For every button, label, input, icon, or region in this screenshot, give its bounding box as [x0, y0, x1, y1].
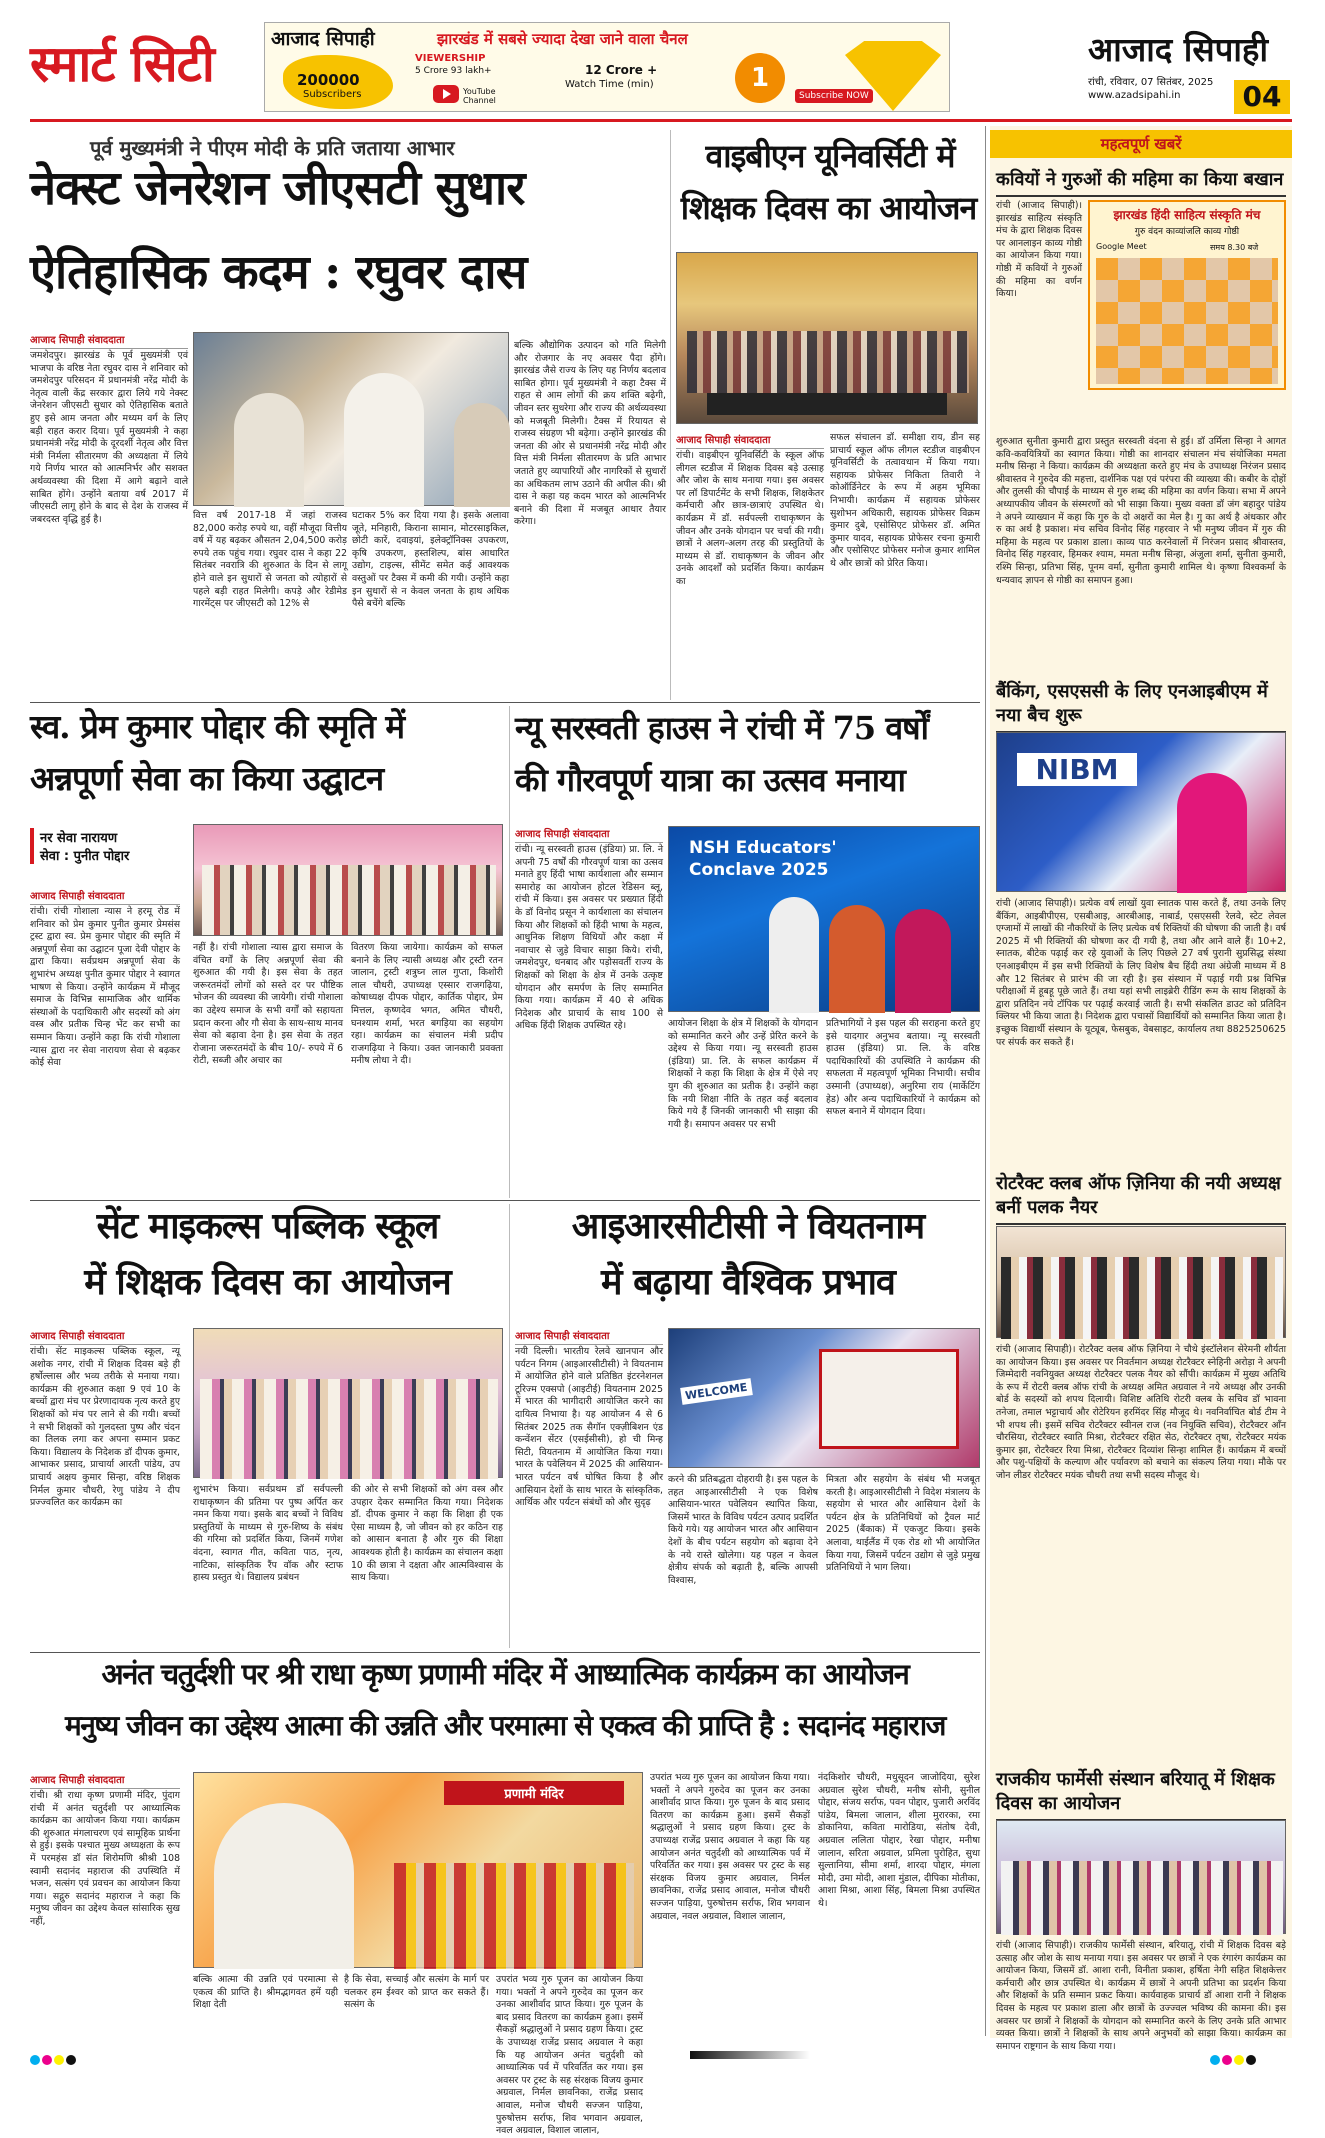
- news-photo: [193, 824, 503, 936]
- sidebar-item-body: रांची (आजाद सिपाही)। राजकीय फार्मेसी संस्थान, बरियातू, रांची में शिक्षक दिवस बड़े उत्साह और जोश के साथ मनाया गया। इस अवसर पर छात्रों ने एक रंगारंग कार्यक्रम का आयोजन किया, जिसमें डॉ. आशा रानी, विनीता प्रकाश, हर्षिता नेगी सहित शिक्षकेत्तर कर्मचारी और छात्र उपस्थित थे। कार्यक्रम में छात्रों ने अपनी प्रतिभा का प्रदर्शन किया और शिक्षकों के प्रति सम्मान प्रकट किया। कार्यवाहक प्राचार्य डॉ आशा रानी ने शिक्षक दिवस के महत्व पर प्रकाश डाला और छात्रों के उज्ज्वल भविष्य की कामना की। इस अवसर पर छात्रों ने शिक्षकों के योगदान को सम्मानित करने के लिए उनके प्रति आभार व्यक्त किया। छात्रों ने शिक्षकों के साथ अपने अनुभवों को साझा किया। कार्यक्रम का समापन राष्ट्रगान के साथ किया गया।: [996, 1940, 1286, 2052]
- yellow-dot: [1234, 2055, 1244, 2065]
- group-photo-people: [1001, 1861, 1283, 1935]
- rank-badge-icon: 1: [735, 53, 785, 103]
- grey-scale-bar: [690, 2051, 810, 2059]
- sidebar-item-body: रांची (आजाद सिपाही)। प्रत्येक वर्ष लाखों युवा स्नातक पास करते हैं, तथा उनके लिए बैंकिंग, आइबीपीएस, एसबीआइ, आरबीआइ, नाबार्ड, एसएससी रेलवे, स्टेट लेवल एग्जामों में लाखों की नौकरियों के लिए प्रत्येक वर्ष रिक्तियों की घोषणा की जाती है। वर्ष 2025 में भी रिक्तियों की घोषणा कर दी गयी है, तथा और आने वाले हैं। 10+2, स्नातक, बीटेक पढ़ाई कर रहे युवाओं के लिए पिछले 27 वर्ष पुरानी सुप्रसिद्ध संस्था एनआइबीएम में इस सभी रिक्तियों के लिए विशेष बैच हिंदी तथा अंग्रेजी माध्यम में 8 और 12 सितंबर से प्रारंभ की जा रही है। इस संस्थान में पढ़ाई गयी प्रश्न विभिन्न परीक्षाओं में हूबहू पूछे जाते हैं। तथा यहां सभी लाइब्रेरी रीडिंग रूम के साथ शिक्षकों के द्वारा प्रतिदिन नये टॉपिक पर पढ़ाई करवाई जाती है। सभी संकलित डाउट को प्रतिदिन क्लियर भी किया जाता है। निदेशक द्वारा पचासों विद्यार्थियों को सम्मानित किया जाता है। इच्छुक विद्यार्थी संस्थान के यूट्यूब, फेसबुक, वेबसाइट, कार्यालय तथा 8825250625 पर संपर्क कर सकते हैं।: [996, 898, 1286, 1048]
- story-column: उपरांत भव्य गुरु पूजन का आयोजन किया गया। भक्तों ने अपने गुरुदेव का पूजन कर उनका आशीर्वाद प्राप्त किया। गुरु पूजन के बाद प्रसाद वितरण का कार्यक्रम हुआ। इसमें सैकड़ों श्रद्धालुओं ने प्रसाद ग्रहण किया। ट्रस्ट के उपाध्यक्ष राजेंद्र प्रसाद अग्रवाल ने कहा कि यह आयोजन अनंत चतुर्दशी को आध्यात्मिक पर्व में परिवर्तित कर गया। इस अवसर पर ट्रस्ट के सह संरक्षक विजय कुमार अग्रवाल, निर्मल छावनिका, राजेंद्र प्रसाद आवाल, मनोज चौधरी सज्जन पाड़िया, पुरुषोत्तम सर्राफ, शिव भगवान अग्रवाल, नवल अग्रवाल, विशाल जालान,: [496, 1974, 643, 2137]
- masthead: [0, 0, 1325, 118]
- story-column: करने की प्रतिबद्धता दोहरायी है। इस पहल के तहत आइआरसीटीसी ने एक विशेष आसियान-भारत पवेलियन स्थापित किया, जिसमें भारत के विविध पर्यटन उत्पाद प्रदर्शित किये गये। यह आयोजन भारत और आसियान देशों के बीच पर्यटन सहयोग को बढ़ावा देने के नये रास्ते खोलेगा। यह पहल न केवल क्षेत्रीय संपर्क को बढ़ाती है, बल्कि आपसी विश्वास,: [668, 1474, 818, 1586]
- story-headline-line2: मनुष्य जीवन का उद्देश्य आत्मा की उन्नति और परमात्मा से एकत्व की प्राप्ति है : सदानंद महाराज: [64, 1709, 946, 1742]
- pull-quote: [30, 828, 180, 864]
- black-dot: [66, 2055, 76, 2065]
- paper-name: आजाद सिपाही: [1088, 30, 1268, 69]
- subscribers-label: Subscribers: [303, 89, 362, 100]
- person-figure: [829, 905, 885, 1013]
- subscribers-count: 200000: [297, 71, 360, 89]
- sidebar-item-lead: रांची (आजाद सिपाही)। झारखंड साहित्य संस्कृति मंच के द्वारा शिक्षक दिवस पर आनलाइन काव्य गोष्ठी का आयोजन किया गया। गोष्ठी में कवियों ने गुरुओं की महिमा का वर्णन किया।: [996, 200, 1082, 300]
- story-column: मित्रता और सहयोग के संबंध भी मजबूत करती है। आइआरसीटीसी ने विदेश मंत्रालय के सहयोग से भारत और आसियान देशों के पर्यटन क्षेत्र के प्रतिनिधियों को ट्रैवल मार्ट 2025 (बैंकाक) में एकजुट किया। इसके अलावा, थाईलैंड में एक रोड शो भी आयोजित किया गया, जिसमें पर्यटन उद्योग से जुड़े प्रमुख प्रतिनिधियों ने भाग लिया।: [826, 1474, 980, 1574]
- youtube-banner: [264, 22, 950, 112]
- subscribe-button[interactable]: Subscribe NOW: [795, 89, 873, 103]
- youtube-label: YouTube Channel: [463, 87, 496, 105]
- temple-banner: प्रणामी मंदिर: [444, 1781, 624, 1805]
- person-figure: [344, 373, 424, 507]
- story-column: सफल संचालन डॉ. समीक्षा राय, डीन सह प्राचार्य स्कूल ऑफ लीगल स्टडीज वाइबीएन यूनिवर्सिटी के तत्वावधान में किया गया। सहायक प्रोफेसर निकिता तिवारी ने कोऑर्डिनेटर के रूप में अहम भूमिका निभायी। कार्यक्रम में सहायक प्रोफेसर सुशोभन अधिकारी, सहायक प्रोफेसर विक्रम कुमार दुबे, एसोसिएट प्रोफेसर डॉ. अमित कुमार यादव, सहायक प्रोफेसर रचना कुमारी और एसोसिएट प्रोफेसर मनोज कुमार शामिल थे और छात्रों को प्रेरित किया।: [830, 432, 980, 569]
- story-column: बल्कि आत्मा की उन्नति एवं परमात्मा से एकत्व की प्राप्ति है। श्रीमद्भागवत हमें यही शिक्षा देती: [193, 1974, 338, 2011]
- news-photo: [996, 1226, 1286, 1338]
- masthead-rule: [30, 119, 1292, 122]
- story-headline-line2: में शिक्षक दिवस का आयोजन: [84, 1261, 451, 1303]
- story-column: रांची। वाइबीएन यूनिवर्सिटी के स्कूल ऑफ लीगल स्टडीज में शिक्षक दिवस बड़े उत्साह और जोश के साथ मनाया गया। इस अवसर पर लॉ डिपार्टमेंट के सभी शिक्षक, शिक्षकेतर कर्मचारी और छात्र-छात्राएं उपस्थित थे। कार्यक्रम में डॉ. सर्वपल्ली राधाकृष्णन के जीवन और उनके योगदान पर चर्चा की गयी। छात्रों ने अलग-अलग तरह की प्रस्तुतियों के माध्यम से डॉ. राधाकृष्णन के जीवन और उनके आदर्शों को प्रदर्शित किया। कार्यक्रम का: [676, 450, 824, 587]
- devotees: [394, 1863, 634, 1969]
- banner-tagline: झारखंड में सबसे ज्यादा देखा जाने वाला चैनल: [437, 30, 688, 48]
- section-title: स्मार्ट सिटी: [30, 34, 214, 93]
- cyan-dot: [1210, 2055, 1220, 2065]
- story-column: है कि सेवा, सच्चाई और सत्संग के मार्ग पर चलकर हम ईश्वर को प्राप्त कर सकते हैं। सत्संग के: [344, 1974, 489, 2011]
- byline: आजाद सिपाही संवाददाता: [30, 332, 188, 349]
- story-column: उपरांत भव्य गुरु पूजन का आयोजन किया गया। भक्तों ने अपने गुरुदेव का पूजन कर उनका आशीर्वाद प्राप्त किया। गुरु पूजन के बाद प्रसाद वितरण का कार्यक्रम हुआ। इसमें सैकड़ों श्रद्धालुओं ने प्रसाद ग्रहण किया। ट्रस्ट के उपाध्यक्ष राजेंद्र प्रसाद अग्रवाल ने कहा कि यह आयोजन अनंत चतुर्दशी को आध्यात्मिक पर्व में परिवर्तित कर गया। इस अवसर पर ट्रस्ट के सह संरक्षक विजय कुमार अग्रवाल, निर्मल छावनिका, राजेंद्र प्रसाद आवाल, मनोज चौधरी सज्जन पाड़िया, पुरुषोत्तम सर्राफ, शिव भगवान अग्रवाल, नवल अग्रवाल, विशाल जालान,: [650, 1772, 810, 1922]
- dateline: रांची, रविवार, 07 सितंबर, 2025: [1088, 77, 1214, 88]
- news-photo: [676, 252, 978, 424]
- yellow-dot: [54, 2055, 64, 2065]
- section-rule: [30, 702, 980, 703]
- website: www.azadsipahi.in: [1088, 90, 1181, 101]
- story-column: वितरण किया जायेगा। कार्यक्रम को सफल बनाने के लिए न्यासी अध्यक्ष और ट्रस्टी रतन जालान, ट्रस्टी शत्रुघ्न लाल गुप्ता, किशोरी लाल चौधरी, उपाध्यक्ष एस्सार राजगढ़िया, कोषाध्यक्ष दीपक पोद्दार, कार्तिक पोद्दार, प्रेम मित्तल, कृष्णदेव भगत, अमित चौधरी, घनश्याम शर्मा, भरत बगड़िया का सहयोग रहा। कार्यक्रम का संचालन मंत्री प्रदीप राजगढ़िया ने किया। उक्त जानकारी प्रवक्ता मनीष लोधा ने दी।: [351, 942, 503, 1067]
- byline: आजाद सिपाही संवाददाता: [676, 432, 824, 449]
- stage-table: [707, 393, 947, 415]
- story-column: रांची। श्री राधा कृष्ण प्रणामी मंदिर, पुंदाग रांची में अनंत चतुर्दशी पर आध्यात्मिक कार्यक्रम का आयोजन किया गया। कार्यक्रम की शुरुआत मंगलाचरण एवं सामूहिक प्रार्थना से हुई। इसके पश्चात मुख्य अध्यक्षता के रूप में परमहंस डॉ संत शिरोमणि श्रीश्री 108 स्वामी सदानंद महाराज की उपस्थिति में भजन, सत्संग एवं प्रवचन का आयोजन किया गया। सद्गुरु सदानंद महाराज ने कहा कि मनुष्य जीवन का उद्देश्य केवल सांसारिक सुख नहीं,: [30, 1790, 180, 1927]
- poster-title: झारखंड हिंदी साहित्य संस्कृति मंच: [1113, 208, 1261, 222]
- sidebar-item-body: रांची (आजाद सिपाही)। रोटरैक्ट क्लब ऑफ ज़िनिया ने चौथे इंस्टॉलेशन सेरेमनी शौर्यता का आयोजन किया। इस अवसर पर निवर्तमान अध्यक्ष रोटरैक्टर स्नेहिनी अरोड़ा ने अपनी जिम्मेदारी नवनियुक्त अध्यक्ष रोटरैक्टर पलक नैयर को सौंपी। कार्यक्रम में मुख्य अतिथि के रूप में रोटरी क्लब ऑफ रांची के अध्यक्ष अमित अग्रवाल ने नये अध्यक्ष और उनकी बोर्ड के सदस्यों को शपथ दिलायी। विशिष्ट अतिथि रोटरी क्लब के सचिव डॉ भावना तनेजा, तमाल भट्टाचार्य और रोटेरियन हरमिंदर सिंह मौजूद थे। नवनिर्वाचित बोर्ड टीम ने भी शपथ ली। इसमें सचिव रोटरैक्टर स्वीनल राज (नव नियुक्ति सचिव), रोटरैक्टर आँन चौरसिया, रोटरैक्टर स्वाति मिश्रा, रोटरैक्टर रक्षित सेठ, रोटरैक्टर तृषा, रोटरैक्टर मयंक कुमार झा, रोटरैक्टर रिया मिश्रा, रोटरैक्टर दिव्यांश सिन्हा शामिल हैं। कार्यक्रम में बच्चों और पशु-पक्षियों के कल्याण और पर्यावरण को बचाने का संकल्प लिया गया। मौके पर जोन लीडर रोटरैक्टर मयंक चौधरी तथा सभी सदस्य मौजूद थे।: [996, 1344, 1286, 1481]
- sidebar-item-title: बैंकिंग, एसएससी के लिए एनआइबीएम में नया बैच शुरू: [996, 680, 1286, 733]
- guru-figure: [214, 1803, 354, 1969]
- story-headline-line1: सेंट माइकल्स पब्लिक स्कूल: [96, 1205, 439, 1247]
- poster-subtitle: गुरु वंदन काव्यांजलि काव्य गोष्ठी: [1134, 227, 1240, 237]
- story-column: रांची। न्यू सरस्वती हाउस (इंडिया) प्रा. लि. ने अपनी 75 वर्षों की गौरवपूर्ण यात्रा का उत्सव मनाते हुए हिंदी भाषा कार्यशाला और सम्मान समारोह का आयोजन होटल रेडिसन ब्लू, रांची में किया। इस अवसर पर प्रख्यात हिंदी के डॉ विनोद प्रसून ने कार्यशाला का संचालन किया और शिक्षकों को हिंदी भाषा के महत्व, आधुनिक शिक्षण विधियों और कक्षा में नवाचार से जुड़े विचार साझा किये। रांची, जमशेदपुर, धनबाद और पड़ोसवर्ती राज्य के शिक्षकों को शिक्षा के क्षेत्र में उनके उत्कृष्ट योगदान और समर्पण के लिए सम्मानित किया गया। कार्यक्रम में 40 से अधिक निदेशक और प्राचार्य के साथ 100 से अधिक हिंदी शिक्षक उपस्थित रहे।: [515, 844, 663, 1032]
- news-photo: [996, 732, 1286, 892]
- story-headline-line2: अन्नपूर्णा सेवा का किया उद्घाटन: [30, 759, 384, 798]
- section-rule: [30, 1652, 980, 1653]
- story-column: नंदकिशोर चौधरी, मधुसूदन जाजोदिया, सुरेश अग्रवाल सुरेश चौधरी, मनीष सोनी, सुनील पोद्दार, संजय सर्राफ, पवन पोद्दार, पुजारी अरविंद पांडेय, बिमला जालान, शीला मुरारका, रमा डोकानिया, कविता मारोडिया, संतोष देवी, अग्रवाल ललिता पोद्दार, रेखा पोद्दार, मनीषा जालान, सरिता अग्रवाल, प्रमिला पुरोहित, सुधा सुल्तानिया, सीमा शर्मा, शारदा पोद्दार, मंगला मोदी, उमा मोदी, आशा मुंडाल, दीपिका मोतीका, आशा मिश्रा, आशा सिंह, बिमला मिश्रा उपस्थित थे।: [818, 1772, 980, 1909]
- story-headline-line2: में बढ़ाया वैश्विक प्रभाव: [601, 1261, 895, 1303]
- story-headline-line2: ऐतिहासिक कदम : रघुवर दास: [30, 245, 527, 300]
- pull-quote-line2: सेवा : पुनीत पोद्दार: [40, 849, 130, 864]
- viewership-title: VIEWERSHIP: [415, 53, 486, 64]
- byline: आजाद सिपाही संवाददाता: [515, 826, 663, 843]
- news-photo: [193, 332, 509, 506]
- youtube-icon: [433, 85, 459, 103]
- story-column: शुभारंभ किया। सर्वप्रथम डॉ सर्वपल्ली राधाकृष्णन की प्रतिमा पर पुष्प अर्पित कर नमन किया गया। इसके बाद बच्चों ने विविध प्रस्तुतियों के माध्यम से गुरु-शिष्य के संबंध की गरिमा को प्रदर्शित किया, जिनमें गणेश वंदना, स्वागत गीत, कविता पाठ, नृत्य, नाटिका, सांस्कृतिक रैंप वॉक और स्टाफ हास्य प्रस्तुत थे। विद्यालय प्रबंधन: [193, 1484, 343, 1584]
- sidebar: [990, 126, 1292, 2052]
- sidebar-header: महत्वपूर्ण खबरें: [990, 130, 1292, 158]
- group-photo-people: [202, 865, 496, 935]
- person-figure: [769, 897, 819, 1013]
- column-rule: [509, 706, 510, 1198]
- story-column: रांची। सेंट माइकल्स पब्लिक स्कूल, न्यू अशोक नगर, रांची में शिक्षक दिवस बड़े ही हर्षोल्लास और भव्य तरीके से मनाया गया। कार्यक्रम की शुरुआत कक्षा 9 एवं 10 के बच्चों द्वारा मंच पर प्रेरणादायक नृत्य करते हुए शिक्षकों को मंच पर लाने से की गयी। बच्चों ने सभी शिक्षकों को गुलदस्ता पुष्प और चंदन का तिलक लगा कर अपना सम्मान प्रकट किया। विद्यालय के निदेशक डॉ दीपक कुमार, आभाकर प्रसाद, प्राचार्या आरती पांडेय, उप प्राचार्य अक्षय कुमार सिन्हा, वरिष्ठ शिक्षक निर्मल कुमार चौधरी, रेणु पांडेय ने दीप प्रज्ज्वलित कर कार्यक्रम का: [30, 1346, 180, 1509]
- story-headline-line1: अनंत चतुर्दशी पर श्री राधा कृष्ण प्रणामी मंदिर में आध्यात्मिक कार्यक्रम का आयोजन: [101, 1657, 909, 1691]
- person-figure: [234, 393, 304, 507]
- story-column: जमशेदपुर। झारखंड के पूर्व मुख्यमंत्री एवं भाजपा के वरिष्ठ नेता रघुवर दास ने शनिवार को जमशेदपुर परिसदन में प्रधानमंत्री नरेंद्र मोदी के नेतृत्व वाली केंद्र सरकार द्वारा लिये गये नेक्स्ट जेनरेशन जीएसटी सुधार को ऐतिहासिक बताते हुए इसे आम जनता और मध्यम वर्ग के लिए बड़ी राहत करार दिया। पूर्व मुख्यमंत्री ने कहा प्रधानमंत्री नरेंद्र मोदी के दूरदर्शी नेतृत्व और वित्त मंत्री निर्मला सीतारमण की अध्यक्षता में लिये गये निर्णय भारत को आत्मनिर्भर और सशक्त अर्थव्यवस्था की दिशा में आगे बढ़ाने वाले साबित होंगे। उन्होंने बताया वर्ष 2017 में जीएसटी लागू होने के बाद से देश के राजस्व में जबरदस्त वृद्धि हुई है।: [30, 350, 188, 525]
- story-kicker: पूर्व मुख्यमंत्री ने पीएम मोदी के प्रति जताया आभार: [90, 136, 455, 160]
- story-column: की ओर से सभी शिक्षकों को अंग वस्त्र और उपहार देकर सम्मानित किया गया। निदेशक डॉ. दीपक कुमार ने कहा कि शिक्षा ही एक ऐसा माध्यम है, जो जीवन को हर कठिन राह को आसान बनाता है और गुरु की शिक्षा आवश्यक होती है। कार्यक्रम का संचालन कक्षा 10 की छात्रा ने दक्षता और आत्मविश्वास के साथ किया।: [351, 1484, 503, 1584]
- byline: आजाद सिपाही संवाददाता: [30, 1772, 180, 1789]
- group-photo-people: [1001, 1257, 1283, 1339]
- news-photo: [668, 1328, 980, 1468]
- story-column: प्रतिभागियों ने इस पहल की सराहना करते हुए इसे यादगार अनुभव बताया। न्यू सरस्वती हाउस (इंडिया) प्रा. लि. के वरिष्ठ पदाधिकारियों की उपस्थिति ने कार्यक्रम की सफलता में महत्वपूर्ण भूमिका निभायी। सचीव उस्मानी (उपाध्यक्ष), अनुरिमा राय (मार्केटिंग हेड) और अन्य पदाधिकारियों ने कार्यक्रम को सफल बनाने में योगदान दिया।: [826, 1018, 980, 1118]
- watch-time-value: 12 Crore +: [585, 63, 658, 77]
- event-banner-text: NSH Educators' Conclave 2025: [689, 838, 837, 880]
- stall-panel: [819, 1349, 959, 1449]
- magenta-dot: [42, 2055, 52, 2065]
- news-photo: [996, 1820, 1286, 1934]
- cyan-dot: [30, 2055, 40, 2065]
- group-photo-people: [687, 331, 969, 393]
- story-column: आयोजन शिक्षा के क्षेत्र में शिक्षकों के योगदान को सम्मानित करने और उन्हें प्रेरित करने के उद्देश्य से किया गया। न्यू सरस्वती हाउस (इंडिया) प्रा. लि. के सफल कार्यक्रम में शिक्षकों ने कहा कि शिक्षा के क्षेत्र में ऐसे नए युग की शुरुआत का प्रतीक है। उन्होंने कहा कि नयी शिक्षा नीति के तहत कई बदलाव किये गये हैं जिनकी जानकारी भी साझा की गयी है। समापन अवसर पर सभी: [668, 1018, 818, 1130]
- sidebar-item-title: रोटरैक्ट क्लब ऑफ ज़िनिया की नयी अध्यक्ष बनीं पलक नैयर: [996, 1172, 1286, 1225]
- story-headline-line2: शिक्षक दिवस का आयोजन: [680, 189, 977, 227]
- column-rule: [509, 1204, 510, 1648]
- print-registration-marks: [30, 2050, 1292, 2070]
- black-dot: [1246, 2055, 1256, 2065]
- story-headline-line1: आइआरसीटीसी ने वियतनाम: [571, 1205, 925, 1247]
- poet-portraits: [1096, 258, 1278, 384]
- byline: आजाद सिपाही संवाददाता: [515, 1328, 663, 1345]
- column-rule: [670, 130, 671, 700]
- sidebar-item-body: शुरुआत सुनीता कुमारी द्वारा प्रस्तुत सरस्वती वंदना से हुई। डॉ उर्मिला सिन्हा ने आगत कवि-कवयित्रियों का स्वागत किया। गोष्ठी का शानदार संचालन मंच संयोजिका ममता मनीष सिन्हा ने किया। कार्यक्रम की अध्यक्षता करते हुए मंच के उपाध्यक्ष निरंजन प्रसाद श्रीवास्तव ने गुरुदेव की महत्ता, दार्शनिक पक्ष एवं परंपरा की व्याख्या की। कबीर के दोहों और तुलसी की चौपाई के माध्यम से गुरु शब्द की महिमा का वर्णन किया। सभा में अपने अध्यापकीय जीवन के संस्मरणों को भी साझा किया। मुख्य वक्ता डॉ जंग बहादुर पांडेय ने अपने व्याख्यान में कहा कि गुरु के दो अक्षरों का मेल है। गु का अर्थ है अंधकार और रु का अर्थ है प्रकाश। मंच सचिव विनोद सिंह गहरवार ने भी मनुष्य जीवन में गुरु की महिमा के महत्व पर प्रकाश डाला। काव्य पाठ करनेवालों में निरंजन प्रसाद श्रीवास्तव, विनोद सिंह गहरवार, हिमकर श्याम, ममता मनीष सिन्हा, अंजुला शर्मा, सुनीता कुमारी, रश्मि सिन्हा, प्रतिभा सिंह, पूनम वर्मा, सुनीता कुमारी शामिल थे। कृष्णा विश्वकर्मा के धन्यवाद ज्ञापन से गोष्ठी का समापन हुआ।: [996, 436, 1286, 586]
- story-headline-line1: न्यू सरस्वती हाउस ने रांची में 75 वर्षों: [515, 709, 928, 747]
- page-number: 04: [1234, 80, 1290, 114]
- sidebar-item-title: राजकीय फार्मेसी संस्थान बरियातू में शिक्षक दिवस का आयोजन: [996, 1768, 1286, 1821]
- event-poster: [1088, 200, 1286, 390]
- story-headline-line1: स्व. प्रेम कुमार पोद्दार की स्मृति में: [30, 707, 405, 746]
- story-headline-line1: वाइबीएन यूनिवर्सिटी में: [705, 137, 955, 175]
- section-rule: [30, 1200, 980, 1201]
- story-column: नहीं है। रांची गोशाला न्यास द्वारा समाज के वंचित वर्गों के लिए अन्नपूर्णा सेवा की शुरुआत की गयी है। इस सेवा के तहत जरूरतमंदों लोगों को सस्ते दर पर पौष्टिक भोजन की व्यवस्था की जायेगी। रांची गोशाला का उद्देश्य समाज के सभी वर्गों को सहायता प्रदान करना और गौ सेवा के साथ-साथ मानव सेवा को बढ़ावा देना है। इस सेवा के तहत रोजाना जरूरतमंदों के बीच 10/- रुपये में 6 रोटी, सब्जी और अचार का: [193, 942, 343, 1067]
- byline: आजाद सिपाही संवाददाता: [30, 888, 180, 905]
- poster-time: समय 8.30 बजे: [1210, 243, 1259, 252]
- news-photo: [193, 1328, 503, 1478]
- story-column: घटाकर 5% कर दिया गया है। इसके अलावा जूते, मनिहारी, किराना सामान, मोटरसाइकिल, छोटी कारें, दवाइयां, इलेक्ट्रॉनिक्स उपकरण, कृषि उपकरण, हस्तशिल्प, बांस आधारित उद्योग, टाइल्स, सीमेंट समेत कई आवश्यक वस्तुओं पर टैक्स में कमी की गयी। उन्होंने कहा इन सुधारों से न केवल जनता के हाथ अधिक पैसे बचेंगे बल्कि: [352, 510, 509, 610]
- news-photo: [668, 826, 980, 1012]
- pull-quote-line1: नर सेवा नारायण: [40, 831, 118, 846]
- viewership-value: 5 Crore 93 lakh+: [415, 66, 492, 76]
- color-dots-right: [1210, 2050, 1258, 2069]
- magenta-dot: [1222, 2055, 1232, 2065]
- story-column: रांची। रांची गोशाला न्यास ने हरमू रोड में शनिवार को प्रेम कुमार पुनीत कुमार प्रेमसंस ट्रस्ट द्वारा स्व. प्रेम कुमार पोद्दार की स्मृति में अन्नपूर्णा सेवा का उद्घाटन पूजा देवी पोद्दार के द्वारा किया। सर्वप्रथम अन्नपूर्णा सेवा के शुभारंभ अध्यक्ष पुनीत कुमार पोद्दार ने स्वागत भाषण से किया। उन्होंने कार्यक्रम में मौजूद समाज के विभिन्न सामाजिक और धार्मिक संस्थाओं के पदाधिकारी और सदस्यों को अंग वस्त्र और प्रतीक चिन्ह भेंट कर सभी का सम्मान किया। उन्होंने कहा कि रांची गोशाला न्यास द्वारा नर सेवा नारायण सेवा से बढ़कर कोई सेवा: [30, 906, 180, 1069]
- banner-brand: आजाद सिपाही: [271, 28, 375, 50]
- watch-time-label: Watch Time (min): [565, 79, 654, 90]
- story-column: बल्कि औद्योगिक उत्पादन को गति मिलेगी और रोजगार के नए अवसर पैदा होंगे। झारखंड जैसे राज्य के लिए यह निर्णय बदलाव साबित होगा। पूर्व मुख्यमंत्री ने कहा टैक्स में राहत से आम लोगों की क्रय शक्ति बढ़ेगी, जीवन स्तर सुधरेगा और राज्य की अर्थव्यवस्था को मजबूती मिलेगी। टैक्स में रियायत से राजस्व संग्रहण भी बढ़ेगा। उन्होंने झारखंड की जनता की ओर से प्रधानमंत्री नरेंद्र मोदी और वित्त मंत्री निर्मला सीतारमण के प्रति आभार जताते हुए व्यापारियों और नागरिकों से सुधारों का अधिकतम लाभ उठाने की अपील की। श्री दास ने कहा यह कदम भारत को आत्मनिर्भर बनाने की दिशा में मजबूत आधार तैयार करेगा।: [514, 340, 666, 528]
- news-photo: [193, 1772, 643, 1968]
- person-figure: [454, 403, 510, 507]
- poster-app: Google Meet: [1096, 242, 1147, 251]
- institute-sign: NIBM: [1017, 753, 1137, 786]
- sidebar-rule: [985, 126, 986, 2036]
- sidebar-item-title: कवियों ने गुरुओं की महिमा का किया बखान: [996, 168, 1286, 197]
- story-column: वित्त वर्ष 2017-18 में जहां राजस्व 82,000 करोड़ रुपये था, वहीं मौजूदा वित्तीय वर्ष में यह बढ़कर औसतन 2,04,500 करोड़ रुपये तक पहुंच गया। रघुवर दास ने कहा 22 सितंबर नवरात्रि की शुरुआत के दिन से लागू होने वाले इन सुधारों से जनता को त्योहारों से पहले बड़ी राहत मिलेगी। कपड़े और रेडीमेड गारमेंट्स पर जीएसटी को 12% से: [193, 510, 347, 610]
- group-photo-people: [200, 1379, 498, 1479]
- story-headline-line1: नेक्स्ट जेनरेशन जीएसटी सुधार: [30, 161, 525, 216]
- story-headline-line2: की गौरवपूर्ण यात्रा का उत्सव मनाया: [515, 761, 905, 799]
- person-figure: [895, 909, 951, 1013]
- story-column: नयी दिल्ली। भारतीय रेलवे खानपान और पर्यटन निगम (आइआरसीटीसी) ने वियतनाम में आयोजित होने वाले प्रतिष्ठित इंटरनेशनल टूरिज्म एक्सपो (आइटीई) वियतनाम 2025 में भारत की भागीदारी आयोजित करने का दायित्व निभाया है। यह आयोजन 4 से 6 सितंबर 2025 तक सैगॉन एक्ज़ीबिशन एंड कन्वेंशन सेंटर (एसईसीसी), हो ची मिन्ह सिटी, वियतनाम में आयोजित किया गया। भारत के पवेलियन में 2025 की आसियान-भारत पर्यटन वर्ष घोषित किया है और आसियान देशों के साथ भारत के सांस्कृतिक, आर्थिक और पर्यटन संबंधों को और सुदृढ़: [515, 1346, 663, 1509]
- welcome-sign: WELCOME: [680, 1378, 752, 1405]
- byline: आजाद सिपाही संवाददाता: [30, 1328, 180, 1345]
- person-figure: [1177, 773, 1247, 893]
